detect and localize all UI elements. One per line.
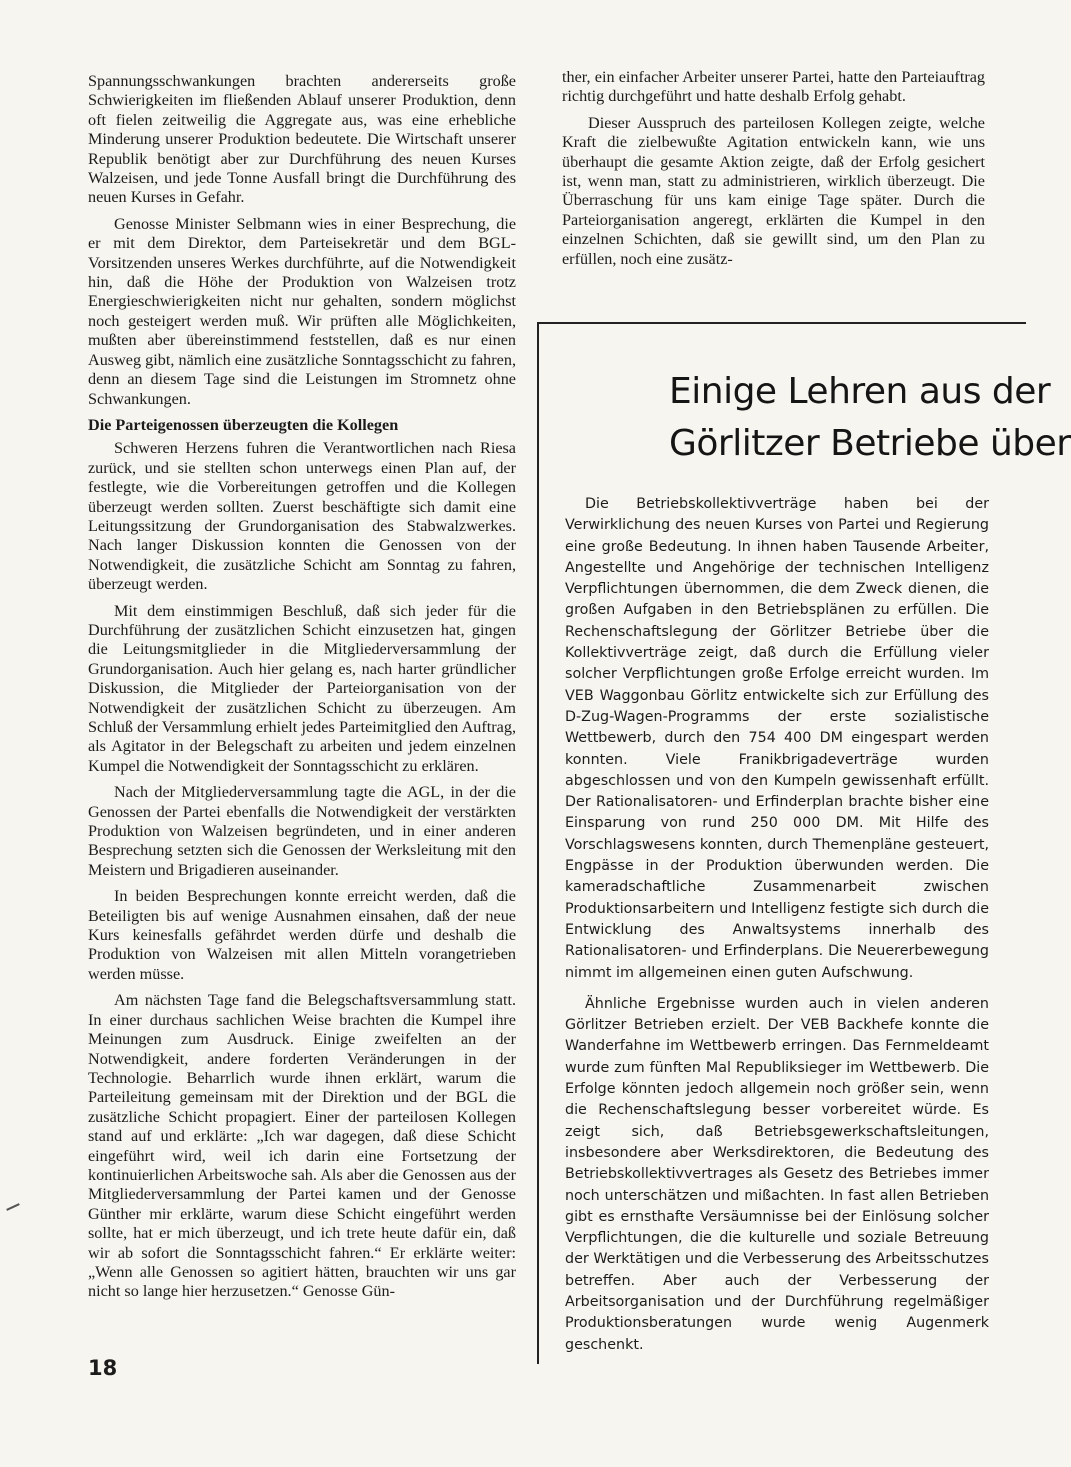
- page-number: 18: [88, 1356, 118, 1380]
- paragraph: Am nächsten Tage fand die Belegschaftsversammlung statt. In einer durchaus sachlichen Weise brachten die Kumpel ihre Meinungen zum Ausdruck. Einige zweifelten an der Notwendigkeit, andere forderten Veränderungen in der Technologie. Beharrlich wurde ihnen erklärt, warum die Parteileitung gemeinsam mit der Direktion und der BGL die zusätzliche Schicht propagiert. Einer der parteilosen Kollegen stand auf und erklärte: „Ich war dagegen, daß diese Schicht eingeführt wird, weil ich darin eine Fortsetzung der kontinuierlichen Arbeitswoche sah. Als aber die Genossen aus der Mitgliederversammlung der Partei kamen und der Genosse Günther mir erklärte, warum diese Schicht eingeführt werden sollte, hat er mich überzeugt, und ich trete heute dafür ein, daß wir ab sofort die Sonntagsschicht fahren.“ Er erklärte weiter: „Wenn alle Genossen so agitiert hätten, brauchten wir uns gar nicht so lange hier herzusetzen.“ Genosse Gün-: [88, 991, 516, 1301]
- article-body: [565, 494, 989, 1366]
- left-column: [88, 72, 516, 1309]
- paragraph: ther, ein einfacher Arbeiter unserer Partei, hatte den Parteiauftrag richtig durchgeführt und hatte deshalb Erfolg gehabt.: [562, 68, 985, 106]
- paragraph: Dieser Ausspruch des parteilosen Kollegen zeigte, welche Kraft die zielbewußte Agitation entwickeln kann, wie uns überhaupt die gesamte Aktion zeigte, daß der Erfolg gesichert ist, wenn man, statt zu administrieren, wirklich überzeugt. Die Überraschung für uns kam einige Tage später. Durch die Parteiorganisation angeregt, erklärten die Kumpel in den einzelnen Schichten, daß sie gewillt sind, um den Plan zu erfüllen, noch eine zusätz-: [562, 113, 985, 268]
- paragraph: Nach der Mitgliederversammlung tagte die AGL, in der die Genossen der Partei ebenfalls die Notwendigkeit der verstärkten Produktion von Walzeisen begründeten, und in einer anderen Besprechung setzten sich die Genossen der Werksleitung mit den Meistern und Brigadieren auseinander.: [88, 783, 516, 879]
- paragraph: Genosse Minister Selbmann wies in einer Besprechung, die er mit dem Direktor, dem Parteisekretär und dem BGL-Vorsitzenden unseres Werkes durchführte, auf die Notwendigkeit hin, daß die Höhe der Produktion von Walzeisen trotz Energieschwierigkeiten nicht nur gehalten, sondern möglichst noch gesteigert werden muß. Wir prüften alle Möglichkeiten, mußten aber übereinstimmend feststellen, daß es nur einen Ausweg gibt, nämlich eine zusätzliche Sonntagsschicht zu fahren, denn an diesem Tage sind die Leistungen im Stromnetz ohne Schwankungen.: [88, 214, 516, 408]
- article-title-line: Einige Lehren aus der: [669, 371, 1051, 412]
- right-column-top: [562, 68, 985, 276]
- margin-mark: [6, 1203, 20, 1211]
- paragraph: Spannungsschwankungen brachten andererseits große Schwierigkeiten im fließenden Ablauf unserer Produktion, denn oft fielen zeitweilig die Aggregate aus, was eine erhebliche Minderung unserer Produktion bedeutete. Die Wirtschaft unserer Republik benötigt aber zur Durchführung des neuen Kurses Walzeisen, und jede Tonne Ausfall bringt die Durchführung des neuen Kurses in Gefahr.: [88, 72, 516, 207]
- paragraph: Schweren Herzens fuhren die Verantwortlichen nach Riesa zurück, und sie stellten schon unterwegs einen Plan auf, der festlegte, wie die Vorbereitungen getroffen und die Kollegen überzeugt werden sollten. Zuerst beschäftigte sich damit eine Leitungssitzung der Grundorganisation des Stabwalzwerkes. Nach langer Diskussion konnten die Genossen von der Notwendigkeit, die zusätzliche Schicht am Sonntag zu fahren, überzeugt werden.: [88, 439, 516, 594]
- paragraph: Ähnliche Ergebnisse wurden auch in vielen anderen Görlitzer Betrieben erzielt. Der VEB Backhefe konnte die Wanderfahne im Wettbewerb erringen. Das Fernmeldeamt wurde zum fünften Mal Republiksieger im Wettbewerb. Die Erfolge könnten jedoch allgemein noch größer sein, wenn die Rechenschaftslegung besser vorbereitet würde. Es zeigt sich, daß Betriebsgewerkschaftsleitungen, insbesondere aber Werksdirektoren, die Bedeutung des Betriebskollektivvertrages als Gesetz des Betriebes immer noch unterschätzen und mißachten. In fast allen Betrieben gibt es ernsthafte Versäumnisse bei der Einlösung solcher Verpflichtungen, die die kulturelle und soziale Betreuung der Werktätigen und die Verbesserung des Arbeitsschutzes betreffen. Aber auch der Verbesserung der Arbeitsorganisation und der Durchführung regelmäßiger Produktionsberatungen wurde wenig Augenmerk geschenkt.: [565, 995, 989, 1353]
- paragraph: Mit dem einstimmigen Beschluß, daß sich jeder für die Durchführung der zusätzlichen Schicht einzusetzen hat, gingen die Leitungsmitglieder in die Mitgliederversammlung der Grundorganisation. Auch hier gelang es, nach harter gründlicher Diskussion, die Mitglieder der Parteiorganisation von der Notwendigkeit der zusätzlichen Schicht zu überzeugen. Am Schluß der Versammlung erhielt jedes Parteimitglied den Auftrag, als Agitator in der Belegschaft zu arbeiten und jedem einzelnen Kumpel die Notwendigkeit der Sonntagsschicht zu erklären.: [88, 601, 516, 775]
- boxed-article: [537, 322, 1071, 1364]
- paragraph: In beiden Besprechungen konnte erreicht werden, daß die Beteiligten bis auf wenige Ausnahmen einsahen, daß der neue Kurs keinesfalls gefährdet werden dürfe und deshalb die Produktion von Walzeisen mit allen Mitteln vorangetrieben werden müsse.: [88, 887, 516, 983]
- article-title-line: Görlitzer Betriebe über: [669, 423, 1071, 464]
- article-title: [669, 366, 1071, 470]
- subheading: Die Parteigenossen überzeugten die Kollegen: [88, 415, 399, 434]
- paragraph: Die Betriebskollektivverträge haben bei der Verwirklichung des neuen Kurses von Partei und Regierung eine große Bedeutung. In ihnen haben Tausende Arbeiter, Angestellte und Angehörige der technischen Intelligenz Verpflichtungen übernommen, die dem Zweck dienen, die großen Aufgaben in den Betriebsplänen zu erfüllen. Die Rechenschaftslegung der Görlitzer Betriebe über die Kollektivverträge zeigt, daß durch die Erfüllung vieler solcher Verpflichtungen große Erfolge erreicht wurden. Im VEB Waggonbau Görlitz entwickelte sich zur Erfüllung des D-Zug-Wagen-Programms der erste sozialistische Wettbewerb, durch den 754 400 DM eingespart werden konnten. Viele Franikbrigadeverträge wurden abgeschlossen und von den Kumpeln gewissenhaft erfüllt. Der Rationalisatoren- und Erfinderplan brachte bisher eine Einsparung von rund 250 000 DM. Mit Hilfe des Vorschlagswesens konnten, durch Themenpläne gesteuert, Engpässe in der Produktion überwunden werden. Die kameradschaftliche Zusammenarbeit zwischen Produktionsarbeitern und Intelligenz festigte sich durch die Entwicklung des Anwaltsystems innerhalb des Rationalisatoren- und Erfinderplans. Die Neuererbewegung nimmt im allgemeinen einen guten Aufschwung.: [565, 496, 989, 981]
